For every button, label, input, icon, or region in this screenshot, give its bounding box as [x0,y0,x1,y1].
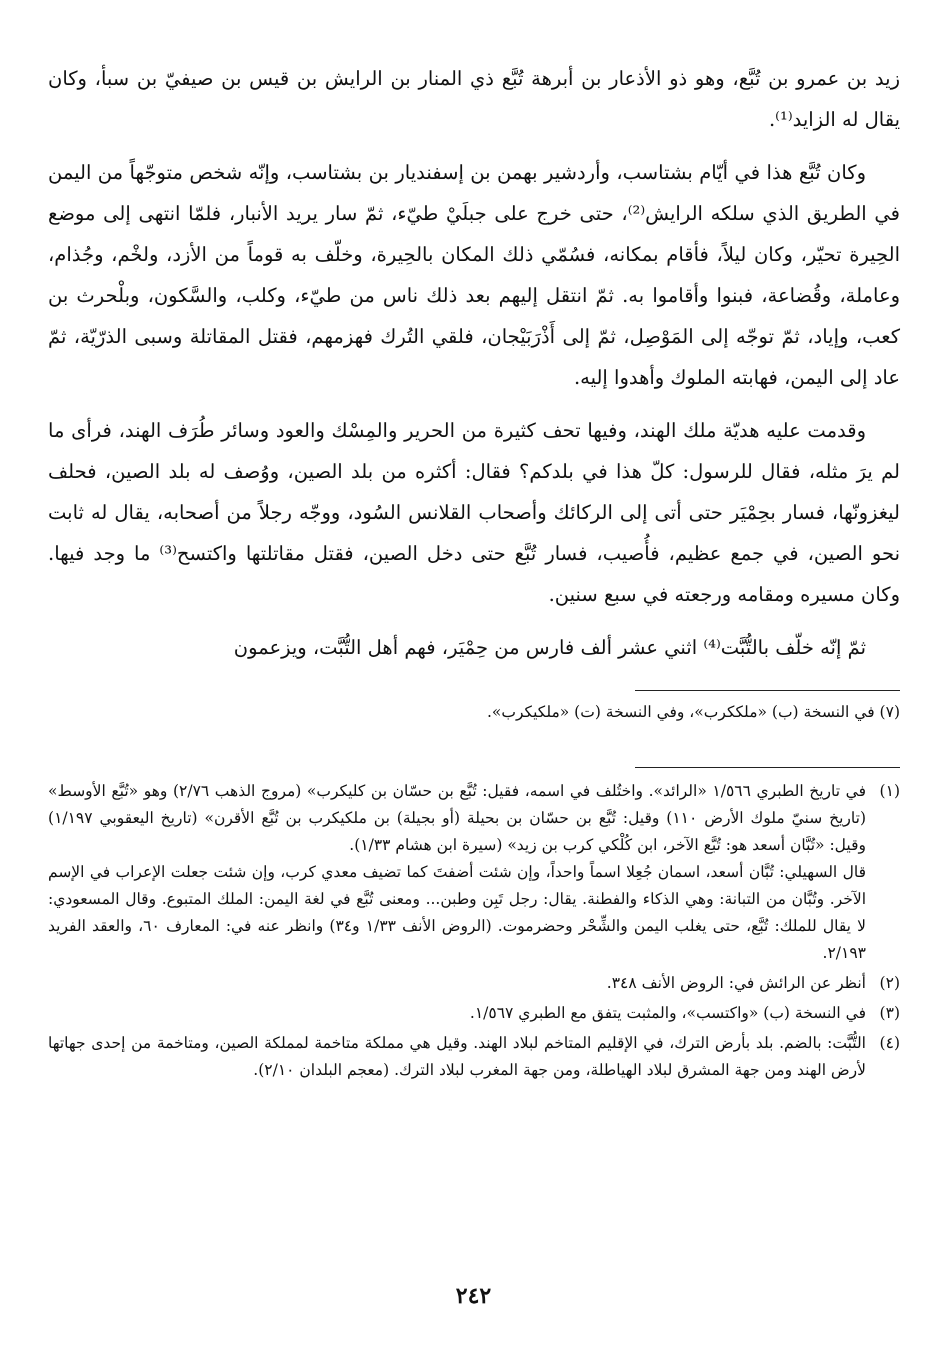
footnote-text [48,1000,866,1027]
footnote-paragraph: في النسخة (ب) «واكتسب»، والمثبت يتفق مع الطبري ١/٥٦٧. [469,1004,866,1022]
body-paragraph: ثمّ إنّه خلّف بالتُّبَّت⁽⁴⁾ اثني عشر ألف فارس من حِمْيَر، فهم أهل التُّبَّت، ويزعمون [233,636,866,659]
footnote-separator [635,690,900,691]
body-paragraph: وقدمت عليه هديّة ملك الهند، وفيها تحف كثيرة من الحرير والمِسْك والعود وسائر طُرَف الهند، فرأى ما لم يرَ مثله، فقال للرسول: كلّ هذا في بلدكم؟ فقال: أكثره من بلد الصين، ووُصف له بلد الصين، فحلف ليغزونّها، فسار بحِمْيَر حتى أتى إلى الركائك وأصحاب القلانس السُود، ووجّه رجلاً من أصحابه، يقال له ثابت نحو الصين، في جمع عظيم، فأُصيب، فسار تُبَّع حتى دخل الصين، فقتل مقاتلتها واكتسح⁽³⁾ ما وجد فيها. وكان مسيره ومقامه ورجعته في سبع سنين. [48,419,900,606]
book-page [48,58,900,1084]
footnote-text [48,1030,866,1084]
body-paragraph: وكان تُبَّع هذا في أيّام بشتاسب، وأردشير بهمن بن إسفنديار بن بشتاسب، وإنّه شخص متوجّهاً من اليمن في الطريق الذي سلكه الرايش⁽²⁾، حتى خرج على جبلَيْ طيّء، ثمّ سار يريد الأنبار، فلمّا انتهى إلى موضع الحِيرة تحيّر، وكان ليلاً، فأقام بمكانه، فسُمّي ذلك المكان بالحِيرة، وخلّف به قوماً من الأزد، ولخْم، وجُذام، وعاملة، وقُضاعة، فبنوا وأقاموا به. ثمّ انتقل إليهم بعد ذلك ناس من طيّء، وكلب، والسَّكون، وبلْحرث بن كعب، وإياد، ثمّ توجّه إلى المَوْصِل، ثمّ إلى أَذْرَبَيْجان، فلقي التُرك فهزمهم، فقتل المقاتلة وسبى الذرّيّة، ثمّ عاد إلى اليمن، فهابته الملوك وأهدوا إليه. [48,161,900,389]
footnote-3 [48,1000,900,1027]
footnote-text [48,970,866,997]
footnote-paragraph: التُّبَّت: بالضم. بلد بأرض الترك، في الإقليم المتاخم لبلاد الهند. وقيل هي مملكة متاخمة لمملكة الصين، ومتاخمة من إحدى جهاتها لأرض الهند ومن جهة المشرق لبلاد الهياطلة، ومن جهة المغرب لبلاد الترك. (معجم البلدان ٢/١٠). [48,1034,866,1079]
footnotes [48,778,900,1084]
footnote-4 [48,1030,900,1084]
footnote-paragraph: قال السهيلي: تُبَّان أسعد، اسمان جُعِلا اسماً واحداً، وإن شئت أضفتَ كما تضيف معدي كرب، وإن شئت جعلت الإعراب في الإسم الآخر. وتُبَّان من التبانة: وهي الذكاء والفطنة. يقال: رجل تَبِن وطبن... ومعنى تُبَّع في لغة اليمن: الملك المتبوع. وقال المسعودي: لا يقال للملك: تُبَّع، حتى يغلب اليمن والشِّحْر وحضرموت. (الروض الأنف ١/٣٣ و٣٤) وانظر عنه في: المعارف ٦٠، والعقد الفريد ٢/١٩٣. [48,863,866,962]
footnote-text [48,778,866,967]
footnote-paragraph: في تاريخ الطبري ١/٥٦٦ «الرائد». واختُلف في اسمه، فقيل: تُبَّع بن حسّان بن كليكرب» (مروج الذهب ٢/٧٦) وهو «تُبَّع الأوسط» (تاريخ سنيّ ملوك الأرض ١١٠) وقيل: تُبَّع بن حسّان بن بحيلة (أو بجيلة) بن ملكيكرب بن تُبَّع الأقرن» (تاريخ اليعقوبي ١/١٩٧) وقيل: «تُبَّان أسعد هو: تُبَّع الآخر، ابن كُلْكي كرب بن زيد» (سيرة ابن هشام ١/٣٣). [48,782,866,854]
page-number: ٢٤٢ [455,1283,492,1309]
footnote-1 [48,778,900,967]
main-text [48,58,900,668]
body-paragraph: زيد بن عمرو بن تُبَّع، وهو ذو الأذعار بن أبرهة تُبَّع ذي المنار بن الرايش بن قيس بن صيفيّ بن سبأ، وكان يقال له الزايد⁽¹⁾. [48,67,900,131]
footnote-number: (٤) [879,1034,900,1052]
footnote-number: (١) [879,782,900,800]
footnote-separator [635,767,900,768]
footnote-paragraph: أنظر عن الرائش في: الروض الأنف ٣٤٨. [606,974,866,992]
footnote-2 [48,970,900,997]
edition-note: (٧) في النسخة (ب) «ملككرب»، وفي النسخة (ت) «ملكيكرب». [486,703,900,721]
footnote-number: (٣) [879,1004,900,1022]
footnote-number: (٢) [879,974,900,992]
